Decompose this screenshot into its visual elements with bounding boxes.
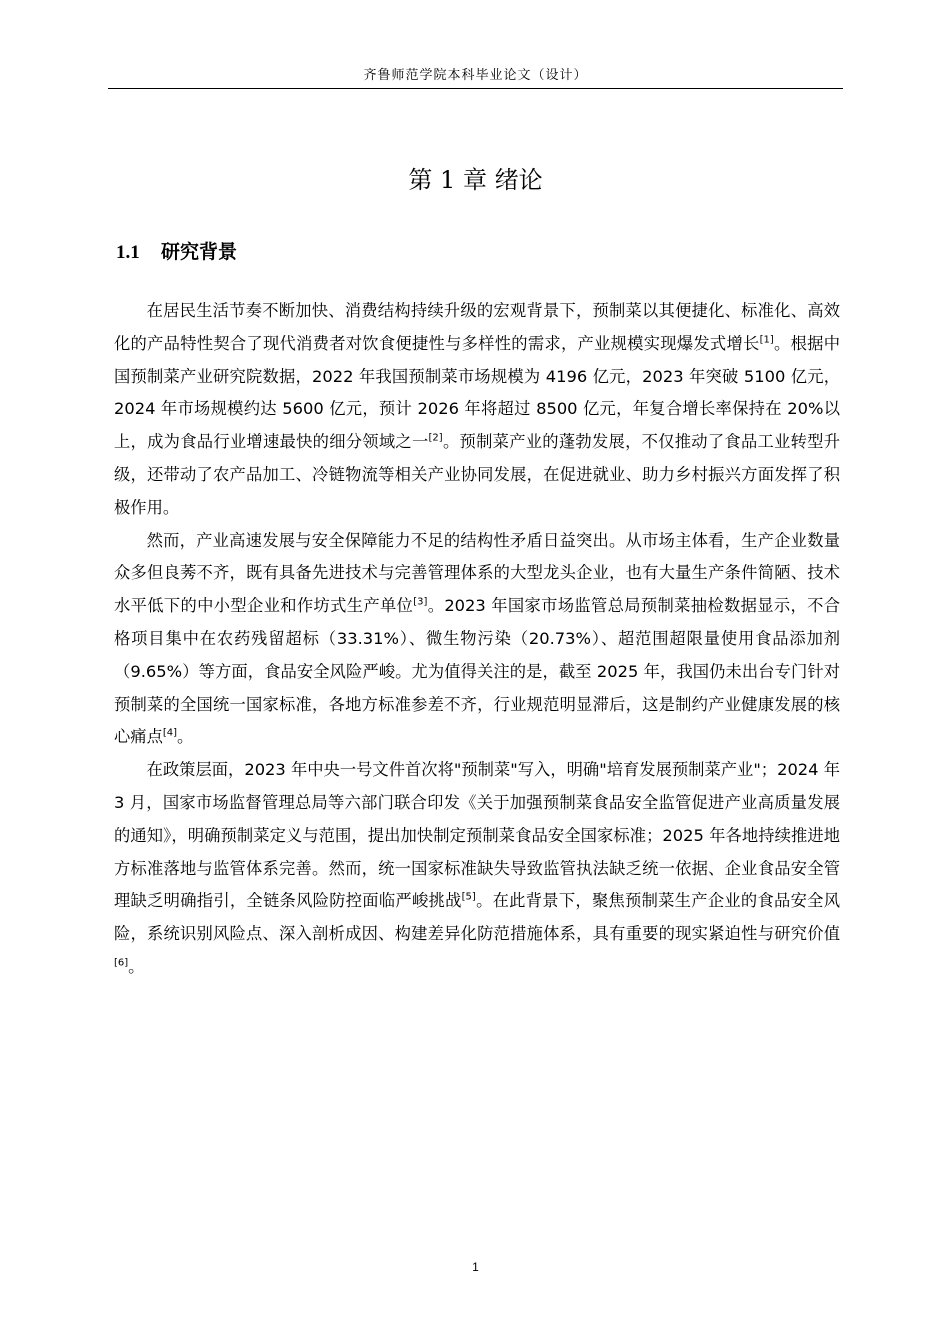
paragraph-text: 。在此背景下，聚焦预制菜生产企业的食品安全风险，系统识别风险点、深入剖析成因、构建差异化防范措施体系，具有重要的现实紧迫性与研究价值 bbox=[114, 891, 840, 944]
citation-mark: [4] bbox=[162, 727, 178, 739]
paragraph-text: 。2023 年国家市场监管总局预制菜抽检数据显示，不合格项目集中在农药残留超标（33.31%）、微生物污染（20.73%）、超范围超限量使用食品添加剂（9.65%）等方面，食品安全风险严峻。尤为值得关注的是，截至 2025 年，我国仍未出台专门针对预制菜的全国统一国家标准，各地方标准参差不齐，行业规范明显滞后，这是制约产业健康发展的核心痛点 bbox=[114, 596, 840, 747]
page-number: 1 bbox=[472, 1260, 479, 1274]
section-heading bbox=[116, 237, 237, 264]
paragraph-text: 。预制菜产业的蓬勃发展，不仅推动了食品工业转型升级，还带动了农产品加工、冷链物流等相关产业协同发展，在促进就业、助力乡村振兴方面发挥了积极作用。 bbox=[114, 432, 840, 517]
paragraph-text: 。根据中国预制菜产业研究院数据，2022 年我国预制菜市场规模为 4196 亿元，2023 年突破 5100 亿元，2024 年市场规模约达 5600 亿元，预计 2026 年将超过 8500 亿元，年复合增长率保持在 20%以上，成为食品行业增速最快的细分领域之一 bbox=[114, 333, 840, 452]
paragraph bbox=[114, 525, 840, 755]
citation-mark: [6] bbox=[114, 957, 129, 969]
section-number: 1.1 bbox=[116, 242, 140, 263]
body-text bbox=[114, 295, 840, 984]
paragraph-text: 在居民生活节奏不断加快、消费结构持续升级的宏观背景下，预制菜以其便捷化、标准化、高效化的产品特性契合了现代消费者对饮食便捷性与多样性的需求，产业规模实现爆发式增长 bbox=[114, 301, 840, 353]
paragraph-text: 在政策层面，2023 年中央一号文件首次将"预制菜"写入，明确"培育发展预制菜产业"；2024 年 3 月，国家市场监督管理总局等六部门联合印发《关于加强预制菜食品安全监管促进产业高质量发展的通知》，明确预制菜定义与范围，提出加快制定预制菜食品安全国家标准；2025 年各地持续推进地方标准落地与监管体系完善。然而，统一国家标准缺失导致监管执法缺乏统一依据、企业食品安全管理缺乏明确指引，全链条风险防控面临严峻挑战 bbox=[114, 760, 840, 911]
paragraph-text: 。 bbox=[177, 727, 194, 747]
running-header: 齐鲁师范学院本科毕业论文（设计） bbox=[363, 68, 588, 83]
header-divider bbox=[108, 88, 843, 89]
paragraph bbox=[114, 295, 840, 525]
chapter-title: 第 1 章 绪论 bbox=[408, 166, 543, 194]
citation-mark: [5] bbox=[461, 891, 476, 903]
citation-mark: [3] bbox=[413, 596, 428, 608]
paragraph-text: 。 bbox=[128, 956, 145, 976]
section-title: 研究背景 bbox=[161, 241, 238, 263]
citation-mark: [1] bbox=[759, 334, 774, 346]
citation-mark: [2] bbox=[428, 432, 443, 444]
paragraph-text: 然而，产业高速发展与安全保障能力不足的结构性矛盾日益突出。从市场主体看，生产企业数量众多但良莠不齐，既有具备先进技术与完善管理体系的大型龙头企业，也有大量生产条件简陋、技术水平低下的中小型企业和作坊式生产单位 bbox=[114, 530, 840, 616]
paragraph bbox=[114, 754, 840, 984]
